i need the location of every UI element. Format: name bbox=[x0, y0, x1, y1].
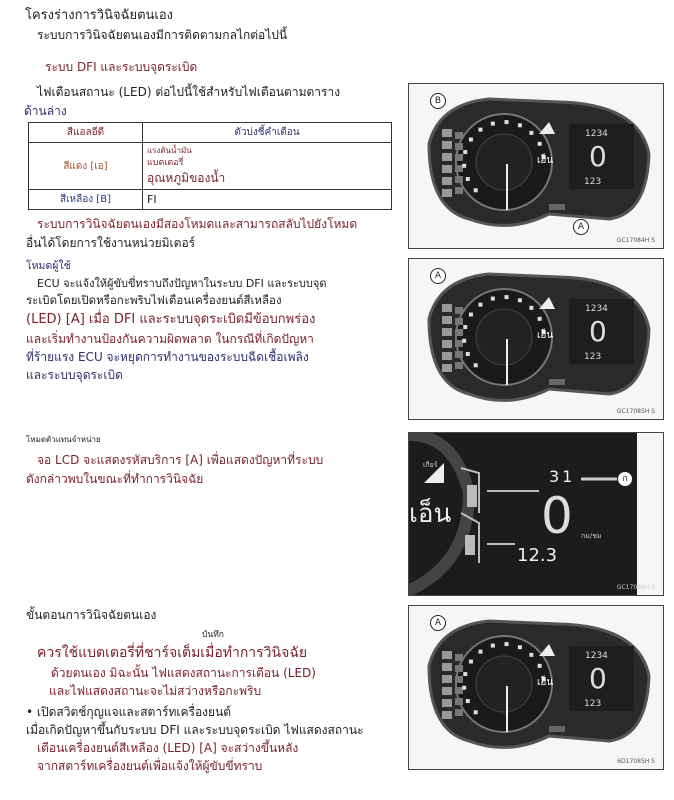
subsystem-heading: ระบบ DFI และระบบจุดระเบิด bbox=[45, 60, 198, 74]
figure-caption: GC17085H S bbox=[616, 408, 655, 415]
dashboard-figure-2 bbox=[408, 258, 664, 420]
note-line: ด้วยตนเอง มิฉะนั้น ไฟแสดงสถานะการเตือน (LED) bbox=[51, 666, 316, 680]
odometer: 1234 bbox=[585, 651, 608, 661]
header-warning: ตัวบ่งชี้คำเตือน bbox=[143, 123, 392, 143]
note-line: และไฟแสดงสถานะจะไม่สว่างหรือกะพริบ bbox=[49, 684, 262, 698]
figure-caption: 6D17085H S bbox=[617, 758, 655, 765]
speed-display: 0 bbox=[541, 487, 573, 545]
speed-unit: กม/ชม bbox=[581, 532, 602, 540]
dashboard-figure-4 bbox=[408, 605, 664, 770]
callout-a: ก bbox=[617, 471, 633, 487]
speed-display: 0 bbox=[589, 315, 607, 348]
figure-caption: GC17084H S bbox=[616, 237, 655, 244]
dealer-mode-heading: โหมดตัวแทนจำหน่าย bbox=[26, 435, 101, 444]
warning-oil: แรงดันน้ำมัน bbox=[147, 146, 192, 155]
step-line: เมื่อเกิดปัญหาขึ้นกับระบบ DFI และระบบจุดระเบิด ไฟแสดงสถานะ bbox=[26, 723, 364, 737]
odometer: 1234 bbox=[585, 129, 608, 139]
instrument-cluster-image bbox=[409, 606, 663, 769]
odometer: 1234 bbox=[585, 304, 608, 314]
led-intro-2: ด้านล่าง bbox=[24, 104, 67, 118]
gear-display: เอ็น bbox=[537, 155, 554, 166]
procedure-step: • เปิดสวิตช์กุญแจและสตาร์ทเครื่องยนต์ bbox=[26, 705, 232, 719]
gear-display: เอ็น bbox=[537, 330, 554, 341]
procedure-heading: ขั้นตอนการวินิจฉัยตนเอง bbox=[26, 608, 157, 622]
user-mode-heading: โหมดผู้ใช้ bbox=[26, 260, 71, 272]
row-red-color: สีแดง [เอ] bbox=[29, 143, 143, 190]
user-mode-line: ECU จะแจ้งให้ผู้ขับขี่ทราบถึงปัญหาในระบบ DFI และระบบจุด bbox=[37, 277, 327, 290]
trip-display: 123 bbox=[584, 699, 602, 709]
note-line: ควรใช้แบตเตอรี่ที่ชาร์จเต็มเมื่อทำการวินิจฉัย bbox=[37, 645, 308, 661]
dealer-mode-line: จอ LCD จะแสดงรหัสบริการ [A] เพื่อแสดงปัญหาที่ระบบ bbox=[37, 453, 324, 467]
modes-text-2: อื่นได้โดยการใช้งานหน่วยมิเตอร์ bbox=[26, 236, 196, 250]
user-mode-line: ที่ร้ายแรง ECU จะหยุดการทำงานของระบบฉีดเชื้อเพลิง bbox=[26, 350, 309, 364]
page-title: โครงร่างการวินิจฉัยตนเอง bbox=[25, 8, 173, 23]
gear-display: เอ็น bbox=[409, 499, 452, 529]
instrument-cluster-image bbox=[409, 259, 663, 419]
callout-a: A bbox=[573, 219, 589, 235]
warning-water-temp: อุณหภูมิของน้ำ bbox=[147, 170, 226, 185]
warning-fi: FI bbox=[143, 190, 392, 210]
step-line: เตือนเครื่องยนต์สีเหลือง (LED) [A] จะสว่างขึ้นหลัง bbox=[37, 741, 299, 755]
callout-a: A bbox=[430, 615, 446, 631]
trip-display: 123 bbox=[584, 352, 602, 362]
trip-display: 12.3 bbox=[517, 545, 558, 566]
row-yellow-color: สีเหลือง [B] bbox=[29, 190, 143, 210]
user-mode-line: (LED) [A] เมื่อ DFI และระบบจุดระเบิดมีข้อบกพร่อง bbox=[26, 312, 316, 327]
user-mode-line: และระบบจุดระเบิด bbox=[26, 368, 123, 382]
speed-display: 0 bbox=[589, 662, 607, 695]
gear-display: เอ็น bbox=[537, 677, 554, 688]
dashboard-figure-3 bbox=[408, 432, 664, 596]
note-label: บันทึก bbox=[202, 630, 224, 640]
callout-a: A bbox=[430, 268, 446, 284]
modes-text-1: ระบบการวินิจฉัยตนเองมีสองโหมดและสามารถสลับไปยังโหมด bbox=[37, 217, 358, 231]
gear-label: เกียร์ bbox=[423, 461, 438, 469]
user-mode-line: ระเบิดโดยเปิดหรือกะพริบไฟเตือนเครื่องยนต์สีเหลือง bbox=[26, 293, 282, 307]
callout-b: B bbox=[430, 93, 446, 109]
user-mode-line: และเริ่มทำงานป้องกันความผิดพลาด ในกรณีที่เกิดปัญหา bbox=[26, 332, 314, 346]
dashboard-figure-1 bbox=[408, 83, 664, 249]
dealer-mode-line: ดังกล่าวพบในขณะที่ทำการวินิจฉัย bbox=[26, 472, 204, 486]
intro-text: ระบบการวินิจฉัยตนเองมีการติดตามกลไกต่อไปนี้ bbox=[37, 28, 288, 42]
step-line: จากสตาร์ทเครื่องยนต์เพื่อแจ้งให้ผู้ขับขี่ทราบ bbox=[37, 759, 263, 773]
figure-caption: GC17086H S bbox=[616, 584, 655, 591]
led-table bbox=[28, 122, 392, 210]
instrument-cluster-image bbox=[409, 84, 663, 248]
service-code: 31 bbox=[549, 467, 576, 486]
header-led-color: สีแอลอีดี bbox=[29, 123, 143, 143]
speed-display: 0 bbox=[589, 140, 607, 173]
warning-battery: แบตเตอรี่ bbox=[147, 157, 184, 168]
trip-display: 123 bbox=[584, 177, 602, 187]
led-intro-1: ไฟเตือนสถานะ (LED) ต่อไปนี้ใช้สำหรับไฟเตือนตามตาราง bbox=[37, 85, 341, 99]
